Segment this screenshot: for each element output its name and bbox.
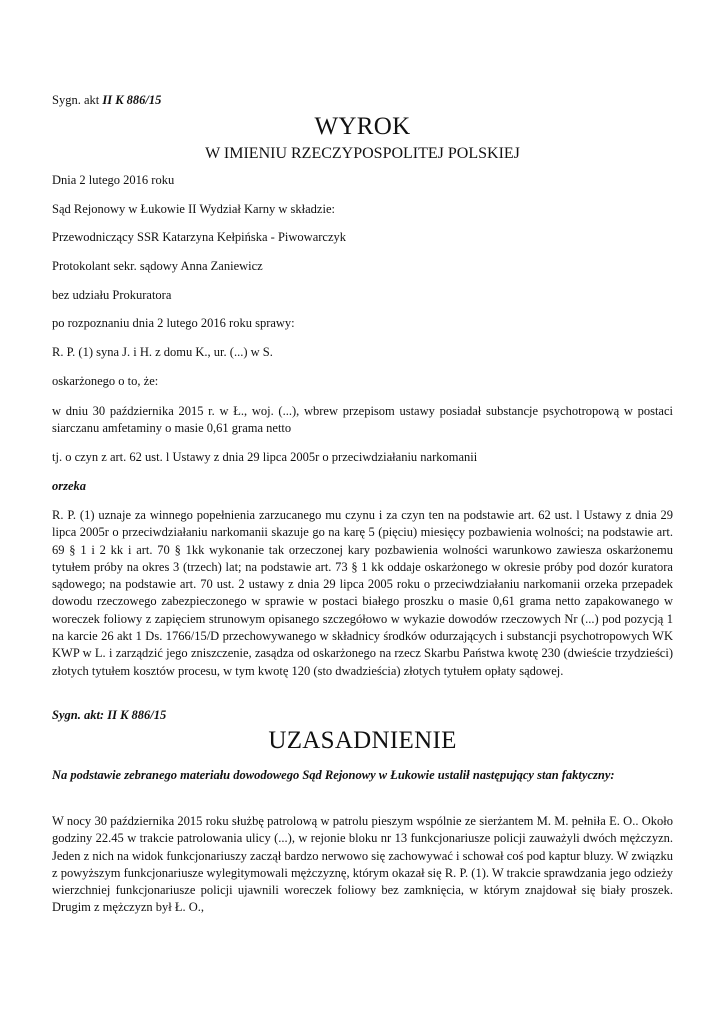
case-signature-prefix: Sygn. akt — [52, 93, 103, 107]
verdict-paragraph: R. P. (1) uznaje za winnego popełnienia zarzucanego mu czynu i za czyn ten na podstawie art. 62 ust. l Ustawy z dnia 29 lipca 2005r o przeciwdziałaniu narkomanii skazuje go na karę 5 (pięciu) miesięcy pozbawienia wolności; na podstawie art. 69 § 1 i 2 kk i art. 70 § 1kk wykonanie tak orzeczonej kary pozbawienia wolności warunkowo zawiesza oskarżonemu tytułem próby na okres 3 (trzech) lat; na podstawie art. 73 § 1 kk oddaje oskarżonego w okresie próby pod dozór kuratora sądowego; na podstawie art. 70 ust. 2 ustawy z dnia 29 lipca 2005 roku o przeciwdziałaniu narkomanii orzeka przepadek dowodu rzeczowego zabezpieczonego w sprawie w postaci białego proszku o masie 0,61 grama netto zapakowanego w woreczek foliowy z zapięciem strunowym opisanego szczegółowo w wykazie dowodów rzeczowych Nr (...) pod pozycją 1 na karcie 26 akt 1 Ds. 1766/15/D przechowywanego w składnicy środków odurzających i substancji psychotropowych WK KWP w L. i zarządzić jego zniszczenie, zasądza od oskarżonego na rzecz Skarbu Państwa kwotę 230 (dwieście trzydzieści) złotych tytułem kosztów procesu, w tym kwotę 120 (sto dwadzieścia) złotych tytułem opłaty sądowej. — [52, 508, 673, 678]
justification-signature: Sygn. akt: II K 886/15 — [52, 708, 167, 722]
case-signature-number: II K 886/15 — [102, 93, 162, 107]
prosecutor-line: bez udziału Prokuratora — [52, 288, 172, 302]
hearing-line: po rozpoznaniu dnia 2 lutego 2016 roku sprawy: — [52, 316, 295, 330]
clerk-line: Protokolant sekr. sądowy Anna Zaniewicz — [52, 259, 263, 273]
legal-basis-line: tj. o czyn z art. 62 ust. l Ustawy z dnia 29 lipca 2005r o przeciwdziałaniu narkomanii — [52, 450, 478, 464]
findings-paragraph: W nocy 30 października 2015 roku służbę patrolową w patrolu pieszym wspólnie ze sierżantem M. M. pełniła E. O.. Około godziny 22.45 w trakcie patrolowania ulicy (...), w rejonie bloku nr 13 funkcjonariusze policji zauważyli dwóch mężczyzn. Jeden z nich na widok funkcjonariuszy zaczął bardzo nerwowo się zachowywać i schował coś pod kaptur bluzy. W związku z powyższym funkcjonariusze wylegitymowali mężczyznę, którym okazał się R. P. (1). W trakcie sprawdzania jego odzieży wierzchniej funkcjonariusze policji ujawnili woreczek foliowy bez zamknięcia, w którym znajdował się biały proszek. Drugim z mężczyzn był Ł. O., — [52, 814, 673, 915]
defendant-line: R. P. (1) syna J. i H. z domu K., ur. (...) w S. — [52, 345, 273, 359]
presiding-judge-line: Przewodniczący SSR Katarzyna Kełpińska - Piwowarczyk — [52, 230, 347, 244]
orzeka-label: orzeka — [52, 479, 87, 493]
date-line: Dnia 2 lutego 2016 roku — [52, 173, 175, 187]
court-line: Sąd Rejonowy w Łukowie II Wydział Karny w składzie: — [52, 202, 335, 216]
charge-paragraph: w dniu 30 października 2015 r. w Ł., woj. (...), wbrew przepisom ustawy posiadał substancje psychotropową w postaci siarczanu amfetaminy o masie 0,61 grama netto — [52, 404, 673, 436]
findings-heading: Na podstawie zebranego materiału dowodowego Sąd Rejonowy w Łukowie ustalił następujący stan faktyczny: — [52, 768, 615, 782]
document-title: WYROK — [314, 113, 411, 140]
justification-title: UZASADNIENIE — [268, 727, 457, 754]
case-signature — [52, 93, 161, 108]
document-subtitle: W IMIENIU RZECZYPOSPOLITEJ POLSKIEJ — [205, 145, 520, 162]
accused-line: oskarżonego o to, że: — [52, 374, 159, 388]
